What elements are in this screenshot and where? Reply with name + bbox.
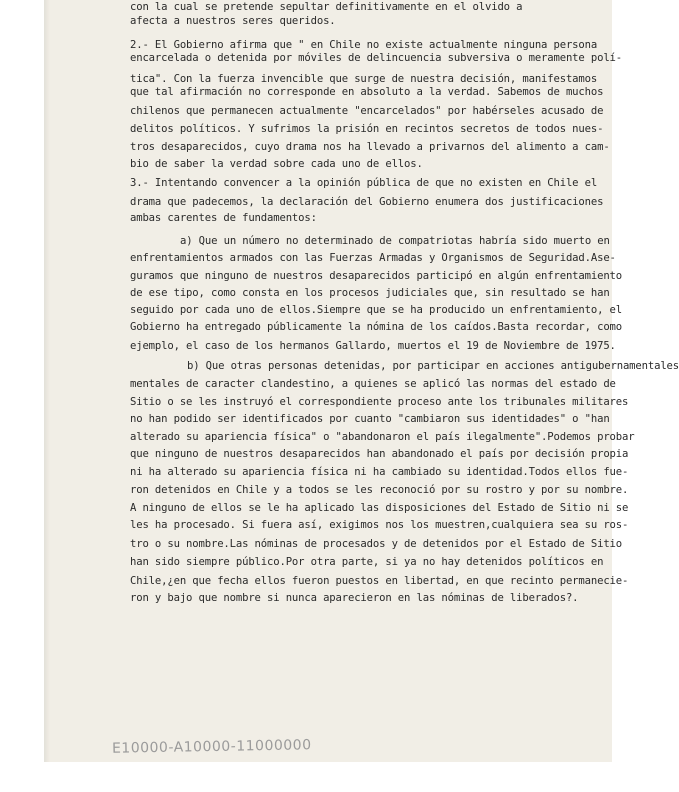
text-line: a) Que un número no determinado de compatriotas habría sido muerto en <box>180 235 610 247</box>
text-line: ron y bajo que nombre si nunca aparecieron en las nóminas de liberados?. <box>130 592 579 604</box>
text-line: 2.- El Gobierno afirma que " en Chile no existe actualmente ninguna persona <box>130 39 598 51</box>
text-line: Chile,¿en que fecha ellos fueron puestos en libertad, en que recinto permanecie- <box>130 575 629 587</box>
text-line: de ese tipo, como consta en los procesos judiciales que, sin resultado se han <box>130 287 610 299</box>
text-line: 3.- Intentando convencer a la opinión pública de que no existen en Chile el <box>130 177 598 189</box>
text-line: mentales de caracter clandestino, a quienes se aplicó las normas del estado de <box>130 378 616 390</box>
paper-edge-shadow <box>44 0 50 762</box>
text-line: ron detenidos en Chile y a todos se les reconoció por su rostro y por su nombre. <box>130 484 629 496</box>
text-line: les ha procesado. Si fuera así, exigimos nos los muestren,cualquiera sea su ros- <box>130 519 629 531</box>
text-line: ejemplo, el caso de los hermanos Gallardo, muertos el 19 de Noviembre de 1975. <box>130 340 616 352</box>
text-line: enfrentamientos armados con las Fuerzas Armadas y Organismos de Seguridad.Ase- <box>130 252 616 264</box>
text-line: guramos que ninguno de nuestros desaparecidos participó en algún enfrentamiento <box>130 270 623 282</box>
text-line: chilenos que permanecen actualmente "encarcelados" por habérseles acusado de <box>130 105 604 117</box>
text-line: Sitio o se les instruyó el correspondiente proceso ante los tribunales militares <box>130 396 629 408</box>
text-line: delitos políticos. Y sufrimos la prisión en recintos secretos de todos nues- <box>130 123 604 135</box>
text-line: Gobierno ha entregado públicamente la nómina de los caídos.Basta recordar, como <box>130 321 623 333</box>
text-line: drama que padecemos, la declaración del Gobierno enumera dos justificaciones <box>130 196 604 208</box>
text-line: b) Que otras personas detenidas, por participar en acciones antigubernamentales <box>187 360 679 372</box>
text-line: afecta a nuestros seres queridos. <box>130 15 336 27</box>
text-line: con la cual se pretende sepultar definitivamente en el olvido a <box>130 1 523 13</box>
text-line: ambas carentes de fundamentos: <box>130 212 317 224</box>
text-line: que tal afirmación no corresponde en absoluto a la verdad. Sabemos de muchos <box>130 86 604 98</box>
text-line: encarcelada o detenida por móviles de delincuencia subversiva o meramente polí- <box>130 52 623 64</box>
archive-number-stamp: E10000-A10000-11000000 <box>111 737 312 757</box>
text-line: tros desaparecidos, cuyo drama nos ha llevado a privarnos del alimento a cam- <box>130 141 610 153</box>
text-line: bio de saber la verdad sobre cada uno de ellos. <box>130 158 423 170</box>
text-line: han sido siempre público.Por otra parte, si ya no hay detenidos políticos en <box>130 556 604 568</box>
text-line: A ninguno de ellos se le ha aplicado las disposiciones del Estado de Sitio ni se <box>130 502 629 514</box>
text-line: ni ha alterado su apariencia física ni ha cambiado su identidad.Todos ellos fue- <box>130 466 629 478</box>
text-line: que ninguno de nuestros desaparecidos han abandonado el país por decisión propia <box>130 448 629 460</box>
text-line: tro o su nombre.Las nóminas de procesados y de detenidos por el Estado de Sitio <box>130 538 623 550</box>
text-line: tica". Con la fuerza invencible que surge de nuestra decisión, manifestamos <box>130 73 598 85</box>
text-line: seguido por cada uno de ellos.Siempre que se ha producido un enfrentamiento, el <box>130 304 623 316</box>
text-line: alterado su apariencia física" o "abandonaron el país ilegalmente".Podemos probar <box>130 431 635 443</box>
text-line: no han podido ser identificados por cuanto "cambiaron sus identidades" o "han <box>130 413 610 425</box>
